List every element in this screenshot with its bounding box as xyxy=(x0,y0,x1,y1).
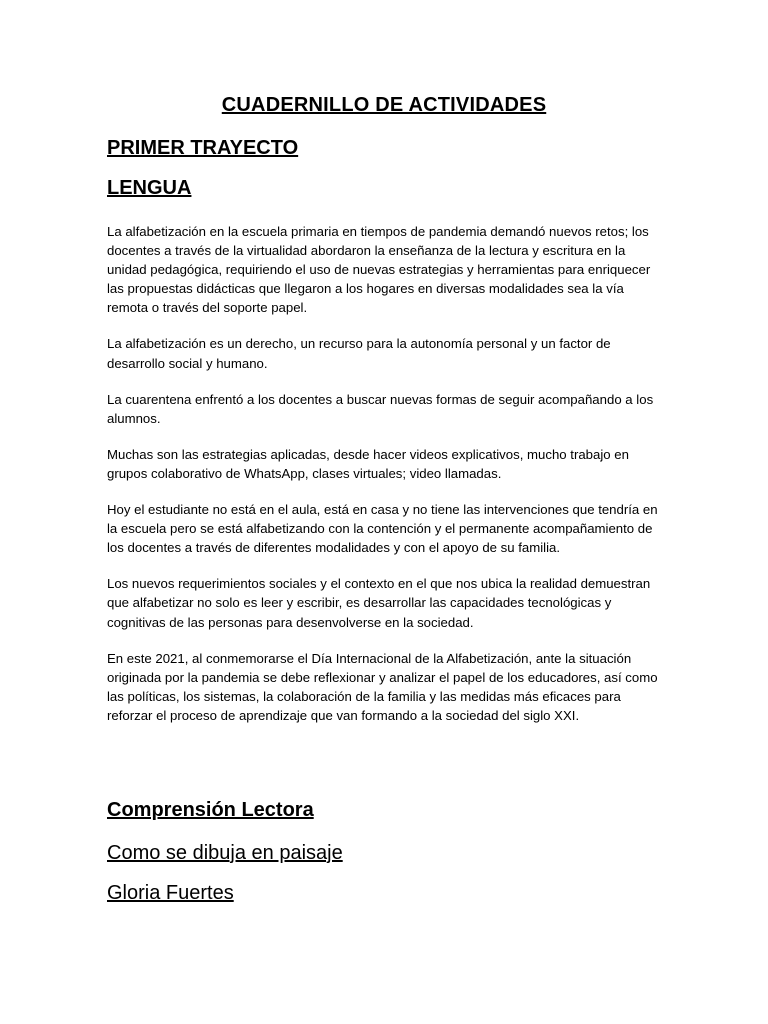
document-title: CUADERNILLO DE ACTIVIDADES xyxy=(221,94,547,116)
paragraph: La cuarentena enfrentó a los docentes a buscar nuevas formas de seguir acompañando a los alumnos. xyxy=(107,391,654,426)
poem-author: Gloria Fuertes xyxy=(107,882,234,904)
paragraph: Los nuevos requerimientos sociales y el contexto en el que nos ubica la realidad demuestran que alfabetizar no solo es leer y escribir, es desarrollar las capacidades tecnológicas y cognitivas de las personas para desenvolverse en la sociedad. xyxy=(107,576,651,630)
paragraph: Hoy el estudiante no está en el aula, está en casa y no tiene las intervenciones que tendría en la escuela pero se está alfabetizando con la contención y el permanente acompañamiento de los docentes a través de diferentes modalidades y con el apoyo de su familia. xyxy=(107,502,658,556)
section-heading: PRIMER TRAYECTO xyxy=(107,137,299,159)
paragraph: En este 2021, al conmemorarse el Día Internacional de la Alfabetización, ante la situación originada por la pandemia se debe reflexionar y analizar el papel de los educadores, así como las políticas, los sistemas, la colaboración de la familia y las medidas más eficaces para reforzar el proceso de aprendizaje que van formando a la sociedad del siglo XXI. xyxy=(107,650,658,723)
paragraph: La alfabetización en la escuela primaria en tiempos de pandemia demandó nuevos retos; los docentes a través de la virtualidad abordaron la enseñanza de la lectura y escritura en la unidad pedagógica, requiriendo el uso de nuevas estrategias y herramientas para enriquecer las propuestas didácticas que llegaron a los hogares en diversas modalidades sea la vía remota o través del soporte papel. xyxy=(107,224,651,316)
subject-heading: LENGUA xyxy=(107,177,192,199)
comprension-heading: Comprensión Lectora xyxy=(107,799,314,821)
poem-title: Como se dibuja en paisaje xyxy=(107,842,343,864)
paragraph: La alfabetización es un derecho, un recurso para la autonomía personal y un factor de desarrollo social y humano. xyxy=(107,336,611,371)
body-text xyxy=(107,222,663,742)
paragraph: Muchas son las estrategias aplicadas, desde hacer videos explicativos, mucho trabajo en grupos colaborativo de WhatsApp, clases virtuales; video llamadas. xyxy=(107,446,629,481)
